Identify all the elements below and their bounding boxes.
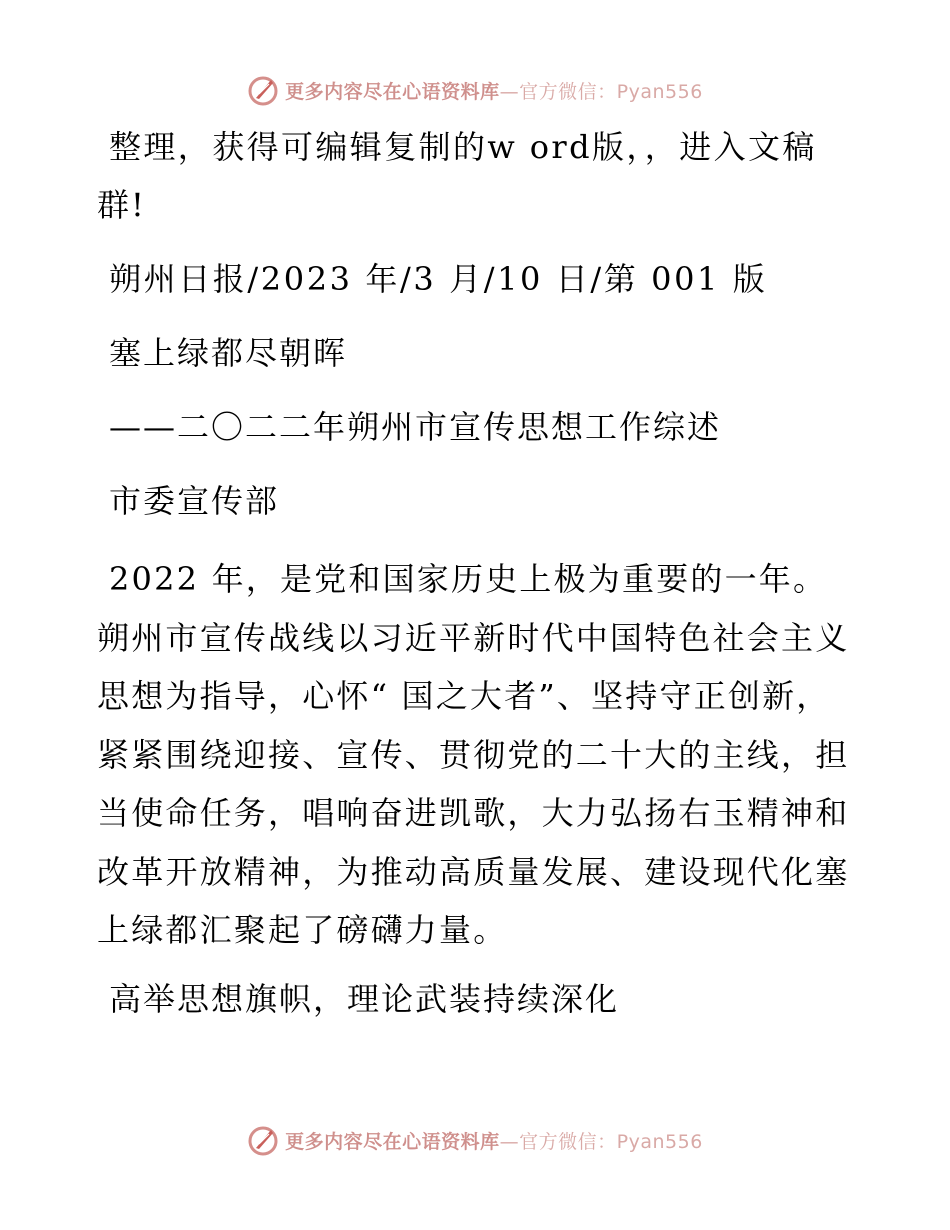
watermark-brand: 更多内容尽在心语资料库 xyxy=(285,80,500,103)
article-subtitle: ——二〇二二年朔州市宣传思想工作综述 xyxy=(109,408,722,446)
watermark-contact: —官方微信：Pyan556 xyxy=(499,80,703,103)
watermark-brand: 更多内容尽在心语资料库 xyxy=(285,1130,500,1153)
feather-seal-icon xyxy=(247,74,279,106)
article-title: 塞上绿都尽朝晖 xyxy=(109,334,348,372)
intro-line-2: 群! xyxy=(97,186,146,224)
intro-line-1: 整理，获得可编辑复制的w ord版，，进入文稿 xyxy=(109,128,817,166)
source-line: 朔州日报/2023 年/3 月/10 日/第 001 版 xyxy=(109,260,768,298)
header-watermark-banner xyxy=(0,70,950,110)
article-author: 市委宣传部 xyxy=(109,482,280,520)
watermark-contact: —官方微信：Pyan556 xyxy=(499,1130,703,1153)
document-body xyxy=(97,118,857,1048)
watermark-text xyxy=(285,1127,703,1154)
section-heading: 高举思想旗帜，理论武装持续深化 xyxy=(109,979,620,1018)
footer-watermark-banner xyxy=(0,1120,950,1160)
body-paragraph: 2022 年，是党和国家历史上极为重要的一年。朔州市宣传战线以习近平新时代中国特色社会主义思想为指导，心怀“ 国之大者”、坚持守正创新，紧紧围绕迎接、宣传、贯彻党的二十大的主线，担当使命任务，唱响奋进凯歌，大力弘扬右玉精神和改革开放精神，为推动高质量发展、建设现代化塞上绿都汇聚起了磅礴力量。 xyxy=(97,560,850,949)
feather-seal-icon xyxy=(247,1124,279,1156)
watermark-text xyxy=(285,77,703,104)
